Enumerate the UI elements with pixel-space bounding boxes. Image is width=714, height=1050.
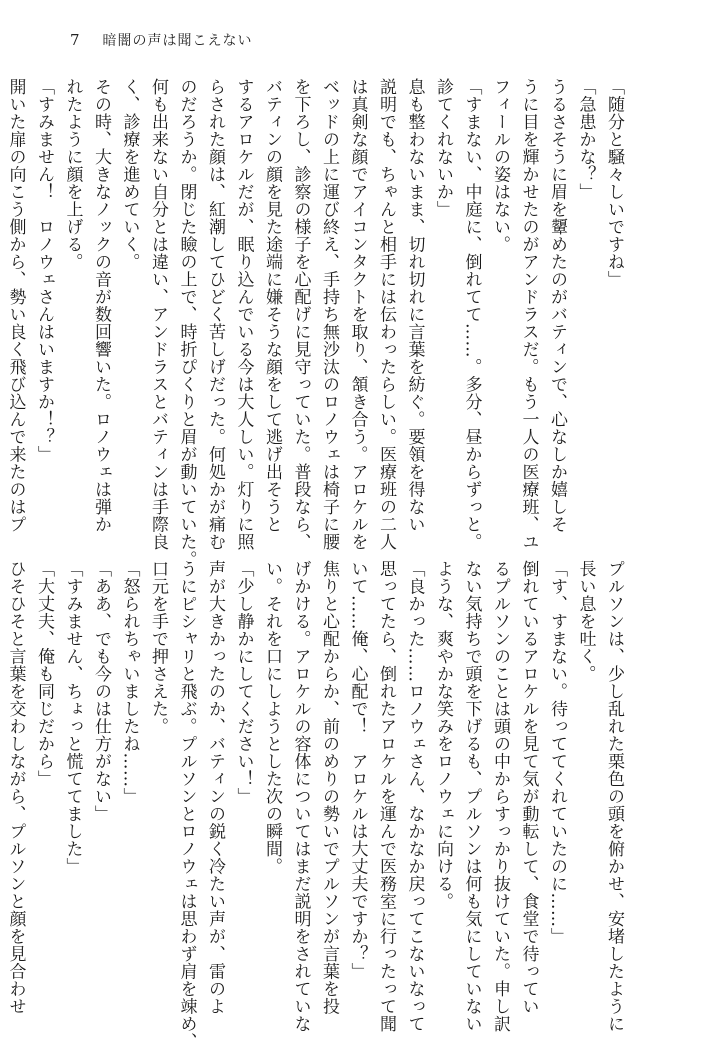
text-line: 「急患かな？」 — [575, 78, 596, 201]
text-line: うに目を輝かせたのがアンドラスだ。もう一人の医療班、ユ — [518, 78, 539, 551]
text-line: れたように顔を上げる。 — [62, 78, 83, 271]
text-line: を下ろし、診察の様子を心配げに見守っていた。普段なら、 — [290, 78, 311, 551]
text-line: 焦りと心配からか、前のめりの勢いでプルソンが言葉を投 — [319, 560, 339, 1015]
text-line: 倒れているアロケルを見て気が動転して、食堂で待ってい — [518, 560, 539, 1015]
text-line: らされた顔は、紅潮してひどく苦しげだった。何処かが痛む — [205, 78, 225, 551]
text-line: うにピシャリと飛ぶ。プルソンとロノウェは思わず肩を竦め、 — [176, 560, 197, 1050]
text-line: げかける。アロケルの容体についてはまだ説明をされていな — [290, 560, 311, 1033]
text-line: いて……俺、心配で！ アロケルは大丈夫ですか？」 — [347, 560, 368, 980]
text-line: プルソンは、少し乱れた栗色の頭を俯かせ、安堵したように — [604, 560, 624, 1033]
text-line: い。それを口にしようとした次の瞬間。 — [262, 560, 282, 875]
text-line: 「すまない、中庭に、倒れてて……。多分、昼からずっと。 — [461, 78, 482, 551]
text-line: 「ああ、でも今のは仕方がない」 — [91, 560, 111, 823]
page-number: 7 — [70, 31, 81, 49]
text-line: フィールの姿はない。 — [490, 78, 510, 253]
text-line: ような、爽やかな笑みをロノウェに向ける。 — [433, 560, 453, 910]
text-line: るプルソンのことは頭の中からすっかり抜けていた。申し訳 — [490, 560, 510, 1033]
text-line: バティンの顔を見た途端に嫌そうな顔をして逃げ出そうと — [262, 78, 282, 533]
text-line: するアロケルだが、眠り込んでいる今は大人しい。灯りに照 — [233, 78, 254, 551]
text-line: 声が大きかったのか、バティンの鋭く冷たい声が、雷のよ — [205, 560, 225, 1015]
text-line: 長い息を吐く。 — [575, 560, 596, 683]
text-line — [0, 78, 1, 518]
text-line: は真剣な顔でアイコンタクトを取り、頷き合う。アロケルを — [347, 78, 368, 551]
text-line: 「すみません！ ロノウェさんはいますか！？」 — [34, 78, 54, 463]
text-line: うるさそうに眉を顰めたのがバティンで、心なしか嬉しそ — [547, 78, 567, 533]
text-line: 「随分と騒々しいですね」 — [604, 78, 624, 288]
text-line: その時、大きなノックの音が数回響いた。ロノウェは弾か — [91, 78, 111, 533]
text-block-bottom — [5, 560, 628, 1050]
text-line: 診てくれないか」 — [433, 78, 453, 218]
text-line: 開いた扉の向こう側から、勢い良く飛び込んで来たのはプ — [5, 78, 26, 533]
text-block-top — [5, 78, 628, 568]
text-line: のだろうか。閉じた瞼の上で、時折ぴくりと眉が動いていた。 — [176, 78, 197, 568]
text-line: 何も出来ない自分とは違い、アンドラスとバティンは手際良 — [148, 78, 168, 551]
text-line: ベッドの上に運び終え、手持ち無沙汰のロノウェは椅子に腰 — [319, 78, 339, 551]
running-title: 暗闇の声は聞こえない — [102, 33, 253, 49]
text-line — [0, 560, 1, 1000]
text-line: 「すみません、ちょっと慌ててました」 — [62, 560, 83, 875]
text-line: 「怒られちゃいましたね……」 — [119, 560, 140, 805]
text-line: ひそひそと言葉を交わしながら、プルソンと顔を見合わせ — [5, 560, 26, 1015]
page-header — [70, 30, 253, 50]
text-line: 思ってたら、倒れたアロケルを運んで医務室に行ったって聞 — [376, 560, 396, 1033]
text-line: 「大丈夫、俺も同じだから」 — [34, 560, 54, 788]
text-line: 説明でも、ちゃんと相手には伝わったらしい。医療班の二人 — [376, 78, 396, 551]
text-line: く、診療を進めていく。 — [119, 78, 140, 271]
text-line: 「良かった……ロノウェさん、なかなか戻ってこないなって — [404, 560, 425, 1033]
text-line: 口元を手で押さえた。 — [148, 560, 168, 735]
text-line: 息も整わないまま、切れ切れに言葉を紡ぐ。要領を得ない — [404, 78, 425, 533]
text-line: ない気持ちで頭を下げるも、プルソンは何も気にしていない — [461, 560, 482, 1033]
text-line: 「す、すまない。待っててくれていたのに……」 — [547, 560, 567, 945]
text-line: 「少し静かにしてください！」 — [233, 560, 254, 805]
